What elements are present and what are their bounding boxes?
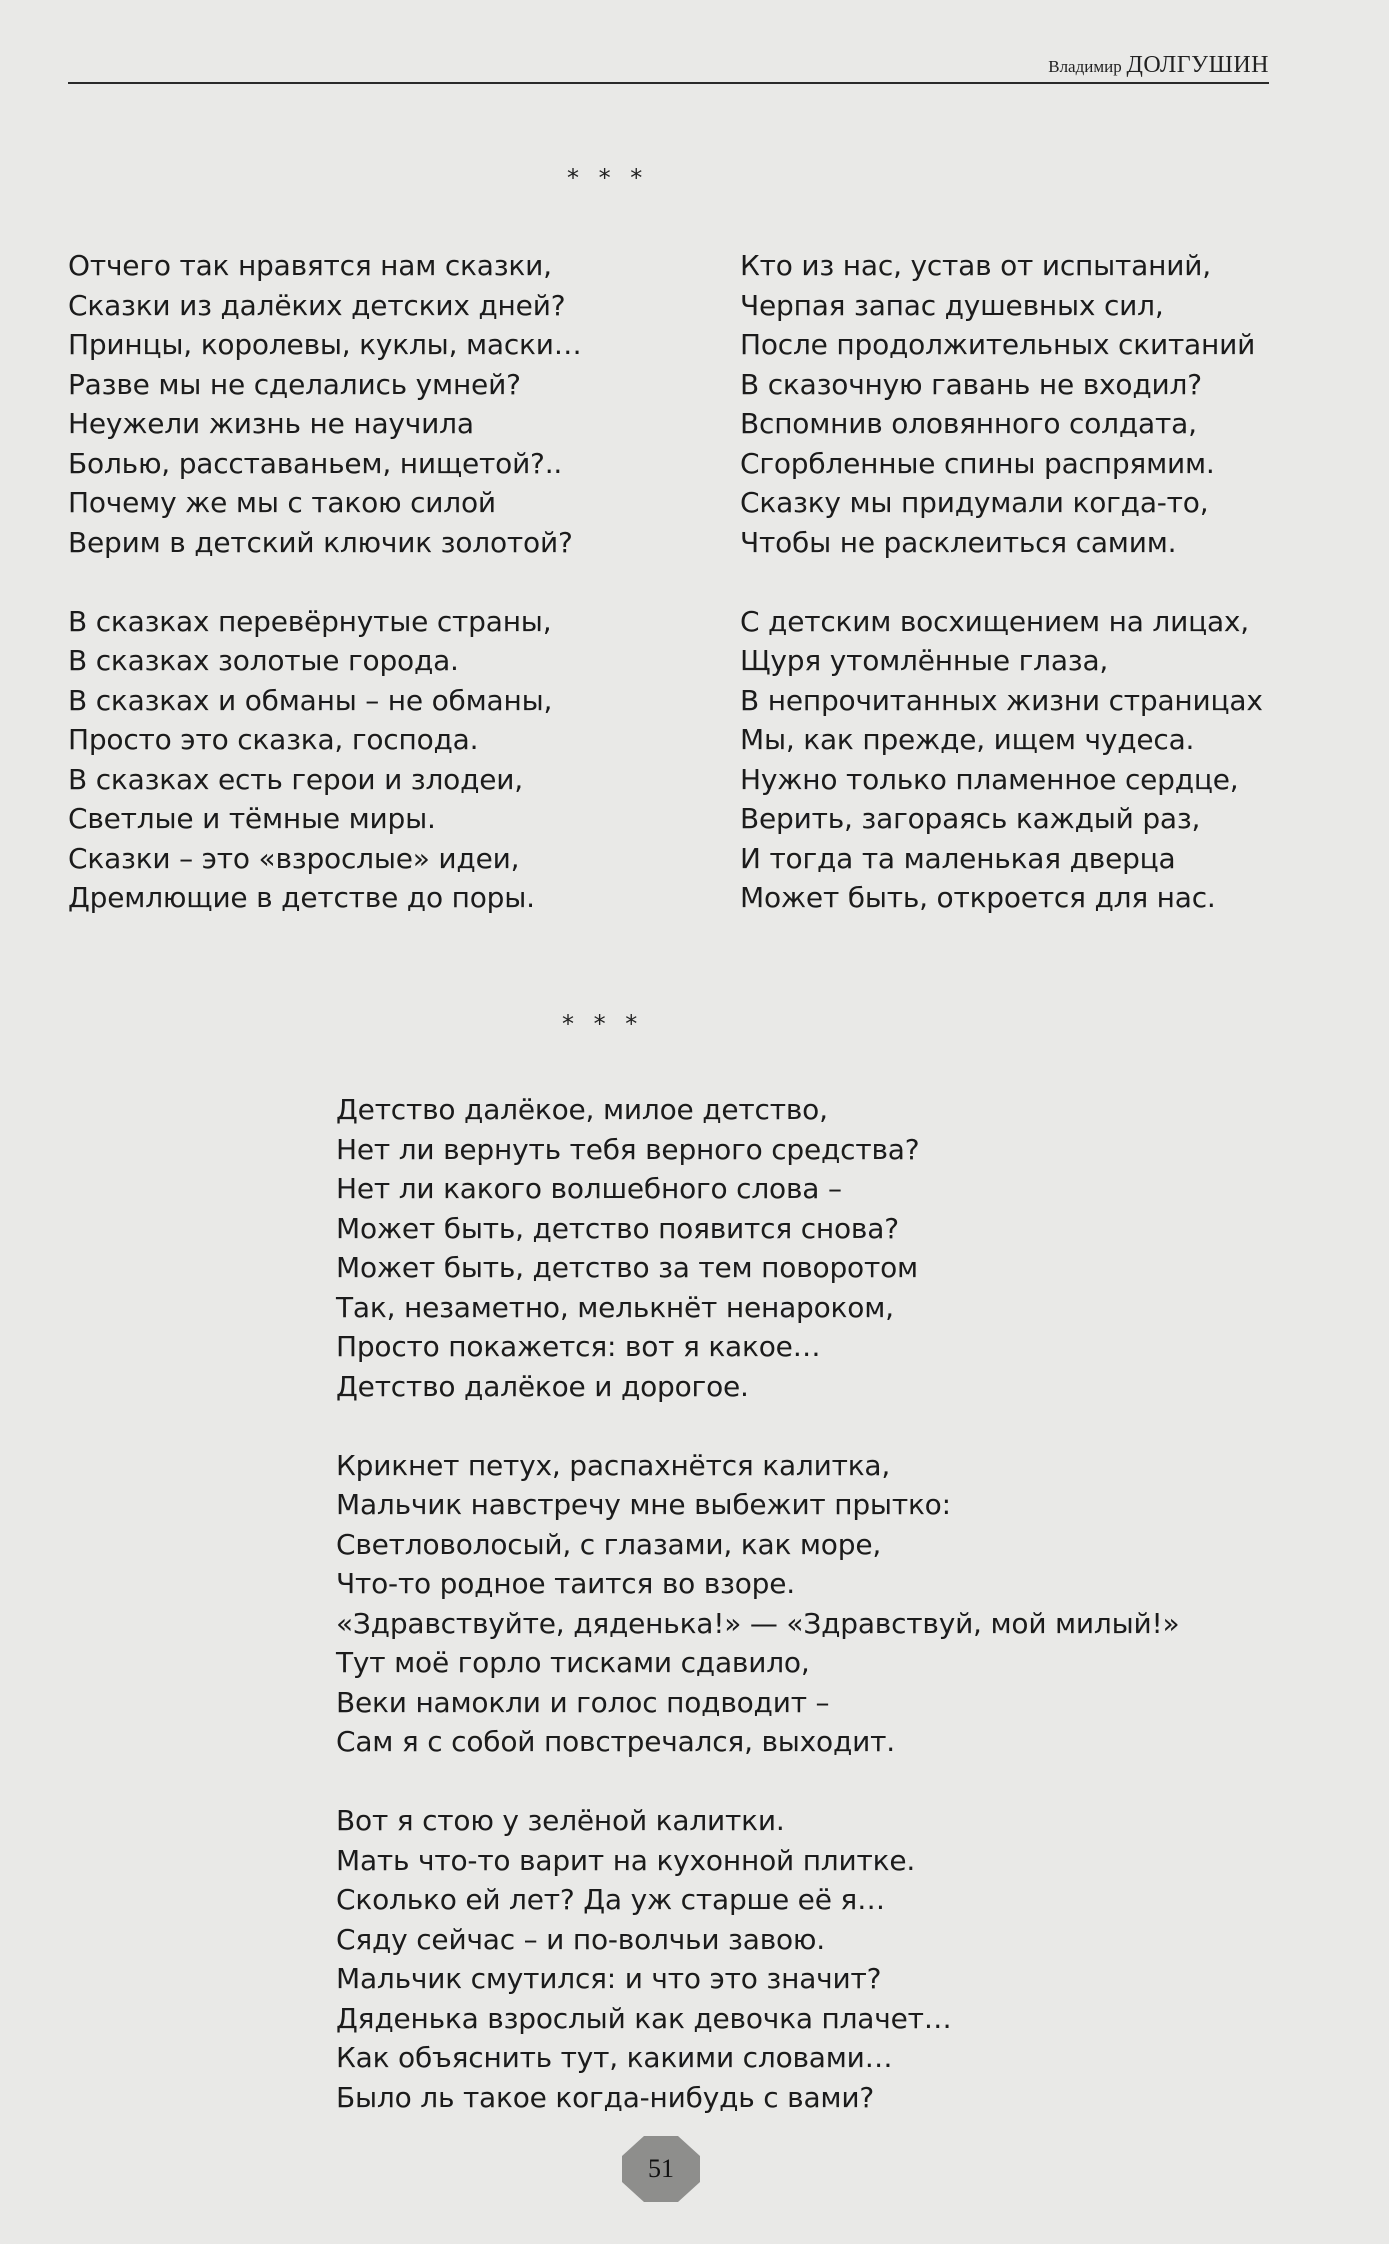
verse-line: Мальчик смутился: и что это значит? bbox=[336, 1962, 882, 1995]
stanza bbox=[68, 602, 582, 918]
verse-line: В сказочную гавань не входил? bbox=[740, 367, 1202, 401]
verse-line: В сказках перевёрнутые страны, bbox=[68, 604, 552, 638]
verse-line: Было ль такое когда-нибудь с вами? bbox=[336, 2080, 874, 2114]
verse-line: Детство далёкое, милое детство, bbox=[336, 1093, 828, 1126]
verse-line: Сгорбленные спины распрямим. bbox=[740, 446, 1215, 480]
verse-line: Отчего так нравятся нам сказки, bbox=[68, 249, 552, 282]
verse-line: Так, незаметно, мелькнёт ненароком, bbox=[336, 1290, 894, 1324]
verse-line: Принцы, королевы, куклы, маски… bbox=[68, 328, 582, 361]
verse-line: Дремлющие в детстве до поры. bbox=[68, 881, 535, 914]
verse-line: Сказку мы придумали когда-то, bbox=[740, 486, 1209, 519]
verse-line: Сяду сейчас – и по-волчьи завою. bbox=[336, 1922, 826, 1956]
verse-line: Как объяснить тут, какими словами… bbox=[336, 2041, 893, 2074]
verse-line: Может быть, детство за тем поворотом bbox=[336, 1251, 918, 1284]
verse-line: Кто из нас, устав от испытаний, bbox=[740, 249, 1211, 282]
verse-line: Нужно только пламенное сердце, bbox=[740, 762, 1239, 796]
verse-line: Сказки из далёких детских дней? bbox=[68, 288, 566, 322]
stanza bbox=[68, 246, 582, 562]
verse-line: Щуря утомлённые глаза, bbox=[740, 644, 1109, 677]
page-number-badge bbox=[620, 2134, 702, 2204]
verse-line: Просто это сказка, господа. bbox=[68, 723, 479, 756]
verse-line: С детским восхищением на лицах, bbox=[740, 604, 1249, 638]
verse-line: Вот я стою у зелёной калитки. bbox=[336, 1804, 785, 1837]
poem2-separator: * * * bbox=[562, 1010, 644, 1038]
verse-line: Нет ли вернуть тебя верного средства? bbox=[336, 1132, 920, 1166]
verse-line: Нет ли какого волшебного слова – bbox=[336, 1172, 842, 1205]
header-rule bbox=[68, 82, 1269, 84]
verse-line: Сказки – это «взрослые» идеи, bbox=[68, 841, 520, 875]
author-first-name: Владимир bbox=[1048, 57, 1122, 76]
stanza bbox=[740, 602, 1263, 918]
stanza bbox=[740, 246, 1263, 562]
verse-line: Веки намокли и голос подводит – bbox=[336, 1685, 830, 1719]
verse-line: Болью, расставаньем, нищетой?.. bbox=[68, 446, 563, 480]
verse-line: Вспомнив оловянного солдата, bbox=[740, 407, 1197, 440]
author-last-name: ДОЛГУШИН bbox=[1126, 52, 1269, 78]
verse-line: Мальчик навстречу мне выбежит прытко: bbox=[336, 1488, 951, 1521]
verse-line: Светлые и тёмные миры. bbox=[68, 802, 436, 835]
verse-line: Тут моё горло тисками сдавило, bbox=[336, 1646, 810, 1679]
stanza bbox=[336, 1090, 1180, 1406]
verse-line: Дяденька взрослый как девочка плачет… bbox=[336, 2001, 952, 2035]
verse-line: Неужели жизнь не научила bbox=[68, 407, 474, 440]
verse-line: Верить, загораясь каждый раз, bbox=[740, 802, 1201, 835]
verse-line: «Здравствуйте, дяденька!» — «Здравствуй, мой милый!» bbox=[336, 1606, 1180, 1640]
verse-line: Верим в детский ключик золотой? bbox=[68, 525, 573, 559]
verse-line: Что-то родное таится во взоре. bbox=[336, 1567, 795, 1600]
stanza bbox=[336, 1446, 1180, 1762]
verse-line: В сказках и обманы – не обманы, bbox=[68, 683, 553, 717]
verse-line: Может быть, откроется для нас. bbox=[740, 881, 1216, 914]
verse-line: В сказках золотые города. bbox=[68, 644, 459, 677]
verse-line: Мы, как прежде, ищем чудеса. bbox=[740, 723, 1195, 756]
poem1-right-column bbox=[740, 246, 1263, 957]
verse-line: И тогда та маленькая дверца bbox=[740, 841, 1176, 875]
verse-line: В сказках есть герои и злодеи, bbox=[68, 762, 523, 796]
verse-line: Может быть, детство появится снова? bbox=[336, 1211, 899, 1245]
verse-line: Крикнет петух, распахнётся калитка, bbox=[336, 1448, 891, 1482]
verse-line: Черпая запас душевных сил, bbox=[740, 288, 1164, 322]
stanza bbox=[336, 1801, 1180, 2117]
verse-line: Светловолосый, с глазами, как море, bbox=[336, 1527, 882, 1561]
poem1-separator: * * * bbox=[567, 164, 649, 192]
poem1-left-column bbox=[68, 246, 582, 957]
verse-line: Почему же мы с такою силой bbox=[68, 486, 496, 519]
verse-line: Сколько ей лет? Да уж старше её я… bbox=[336, 1883, 885, 1916]
verse-line: Чтобы не расклеиться самим. bbox=[740, 525, 1177, 559]
verse-line: Детство далёкое и дорогое. bbox=[336, 1369, 749, 1403]
verse-line: Мать что-то варит на кухонной плитке. bbox=[336, 1843, 916, 1877]
page-number: 51 bbox=[648, 2154, 674, 2183]
running-header-author bbox=[1048, 52, 1269, 79]
verse-line: Разве мы не сделались умней? bbox=[68, 367, 521, 401]
poem2-column bbox=[336, 1090, 1180, 2157]
verse-line: Просто покажется: вот я какое… bbox=[336, 1330, 821, 1363]
verse-line: После продолжительных скитаний bbox=[740, 328, 1256, 361]
verse-line: В непрочитанных жизни страницах bbox=[740, 683, 1263, 717]
verse-line: Сам я с собой повстречался, выходит. bbox=[336, 1725, 895, 1758]
